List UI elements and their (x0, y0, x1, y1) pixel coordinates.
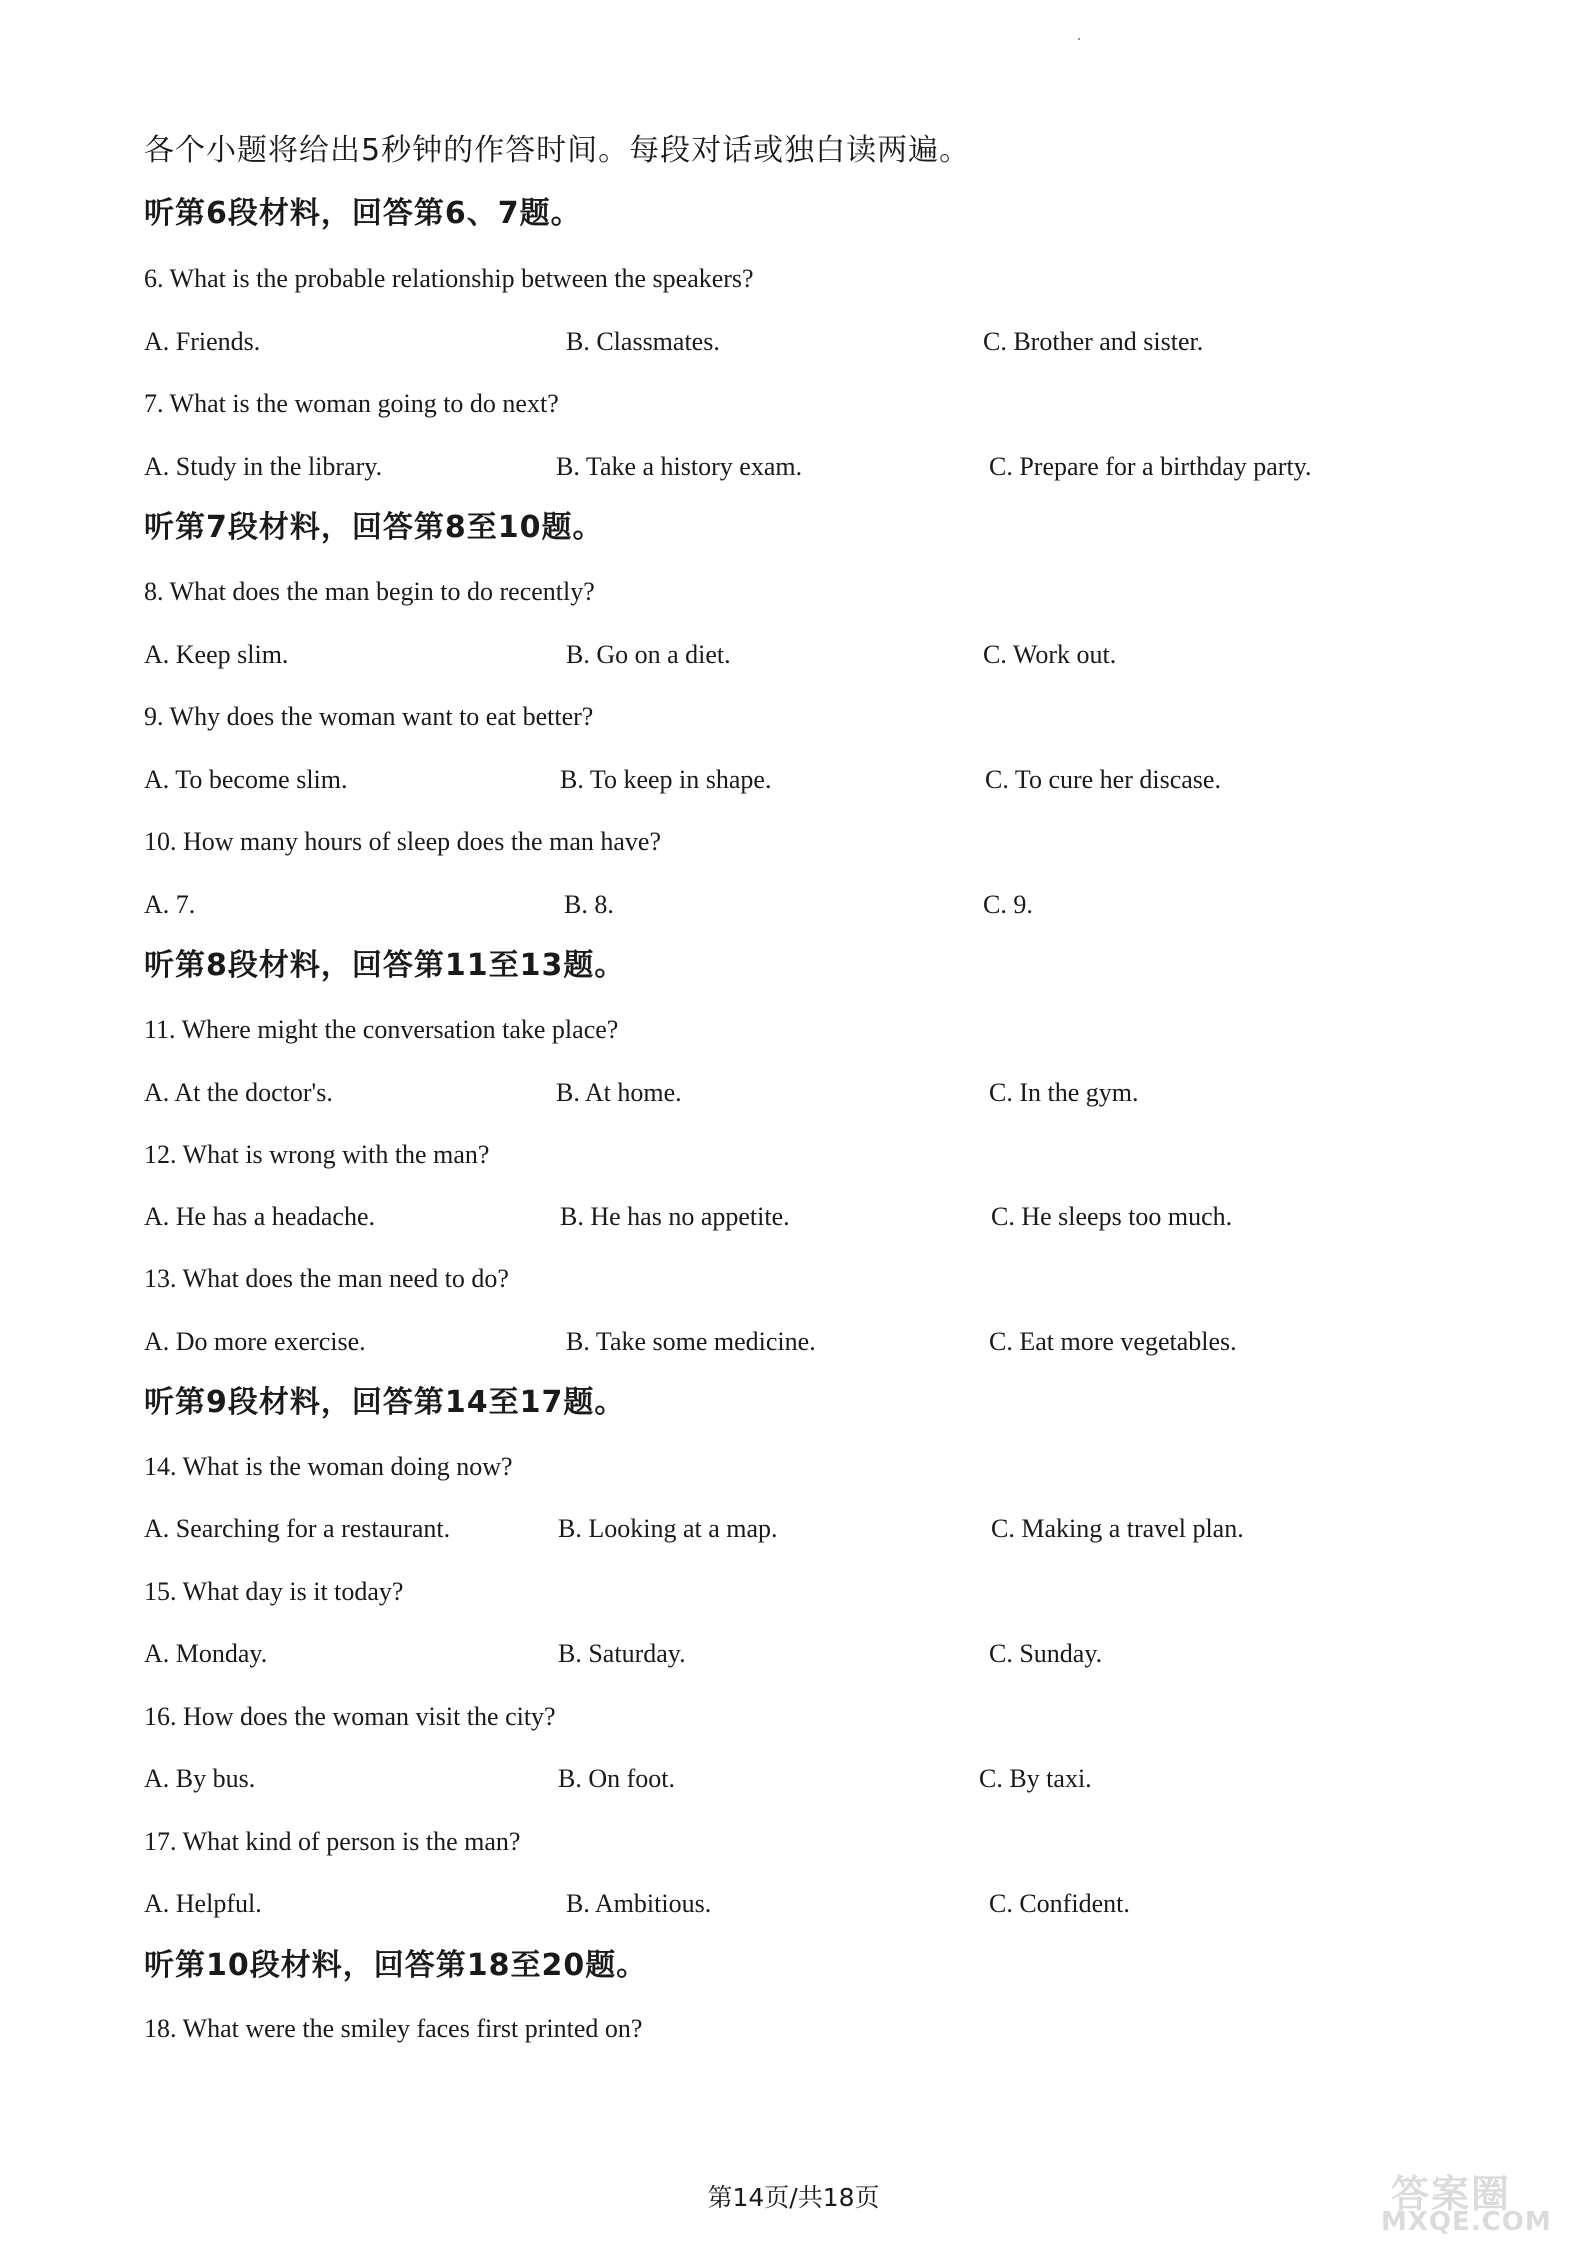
q8-option-a: A. Keep slim. (144, 640, 289, 669)
q7-option-b: B. Take a history exam. (556, 452, 803, 481)
q9-option-b: B. To keep in shape. (560, 765, 772, 794)
q10-option-c: C. 9. (983, 890, 1033, 919)
q16-option-b: B. On foot. (558, 1764, 675, 1793)
question-10: 10. How many hours of sleep does the man have? (144, 827, 661, 856)
question-7: 7. What is the woman going to do next? (144, 389, 559, 418)
q6-option-a: A. Friends. (144, 327, 261, 356)
q13-option-b: B. Take some medicine. (566, 1327, 816, 1356)
section-heading: 听第10段材料，回答第18至20题。 (144, 1948, 648, 1983)
q10-option-a: A. 7. (144, 890, 196, 919)
q15-option-a: A. Monday. (144, 1639, 268, 1668)
q11-option-b: B. At home. (556, 1078, 682, 1107)
watermark-title: 答案圈 (1391, 2172, 1512, 2216)
q7-option-c: C. Prepare for a birthday party. (989, 452, 1312, 481)
q13-option-c: C. Eat more vegetables. (989, 1327, 1237, 1356)
q17-option-a: A. Helpful. (144, 1889, 262, 1918)
q13-option-a: A. Do more exercise. (144, 1327, 366, 1356)
q12-option-b: B. He has no appetite. (560, 1202, 790, 1231)
question-12: 12. What is wrong with the man? (144, 1140, 490, 1169)
question-18: 18. What were the smiley faces first printed on? (144, 2014, 643, 2043)
question-6: 6. What is the probable relationship between the speakers? (144, 264, 754, 293)
section-heading: 听第7段材料，回答第8至10题。 (144, 510, 604, 545)
q11-option-c: C. In the gym. (989, 1078, 1139, 1107)
q17-option-c: C. Confident. (989, 1889, 1130, 1918)
q12-option-a: A. He has a headache. (144, 1202, 375, 1231)
question-17: 17. What kind of person is the man? (144, 1827, 521, 1856)
question-14: 14. What is the woman doing now? (144, 1452, 513, 1481)
watermark-domain: MXQE.COM (1381, 2207, 1552, 2237)
q14-option-a: A. Searching for a restaurant. (144, 1514, 451, 1543)
q14-option-c: C. Making a travel plan. (991, 1514, 1244, 1543)
question-11: 11. Where might the conversation take place? (144, 1015, 619, 1044)
watermark-logo (1381, 2161, 1581, 2241)
section-heading: 听第8段材料，回答第11至13题。 (144, 948, 626, 983)
q15-option-c: C. Sunday. (989, 1639, 1103, 1668)
q16-option-a: A. By bus. (144, 1764, 256, 1793)
question-13: 13. What does the man need to do? (144, 1264, 509, 1293)
question-16: 16. How does the woman visit the city? (144, 1702, 556, 1731)
section-heading: 听第6段材料，回答第6、7题。 (144, 196, 582, 231)
q16-option-c: C. By taxi. (979, 1764, 1092, 1793)
q8-option-b: B. Go on a diet. (566, 640, 731, 669)
q7-option-a: A. Study in the library. (144, 452, 383, 481)
question-15: 15. What day is it today? (144, 1577, 404, 1606)
q15-option-b: B. Saturday. (558, 1639, 686, 1668)
section-heading: 听第9段材料，回答第14至17题。 (144, 1385, 626, 1420)
q11-option-a: A. At the doctor's. (144, 1078, 333, 1107)
q14-option-b: B. Looking at a map. (558, 1514, 778, 1543)
question-8: 8. What does the man begin to do recently? (144, 577, 595, 606)
page-number: 第14页/共18页 (707, 2183, 880, 2212)
q8-option-c: C. Work out. (983, 640, 1117, 669)
q10-option-b: B. 8. (564, 890, 614, 919)
q6-option-c: C. Brother and sister. (983, 327, 1204, 356)
q9-option-a: A. To become slim. (144, 765, 348, 794)
q17-option-b: B. Ambitious. (566, 1889, 712, 1918)
q6-option-b: B. Classmates. (566, 327, 720, 356)
q12-option-c: C. He sleeps too much. (991, 1202, 1233, 1231)
intro-text: 各个小题将给出5秒钟的作答时间。每段对话或独白读两遍。 (144, 133, 971, 168)
q9-option-c: C. To cure her discase. (985, 765, 1221, 794)
question-9: 9. Why does the woman want to eat better? (144, 702, 594, 731)
scan-speck (1078, 38, 1080, 40)
